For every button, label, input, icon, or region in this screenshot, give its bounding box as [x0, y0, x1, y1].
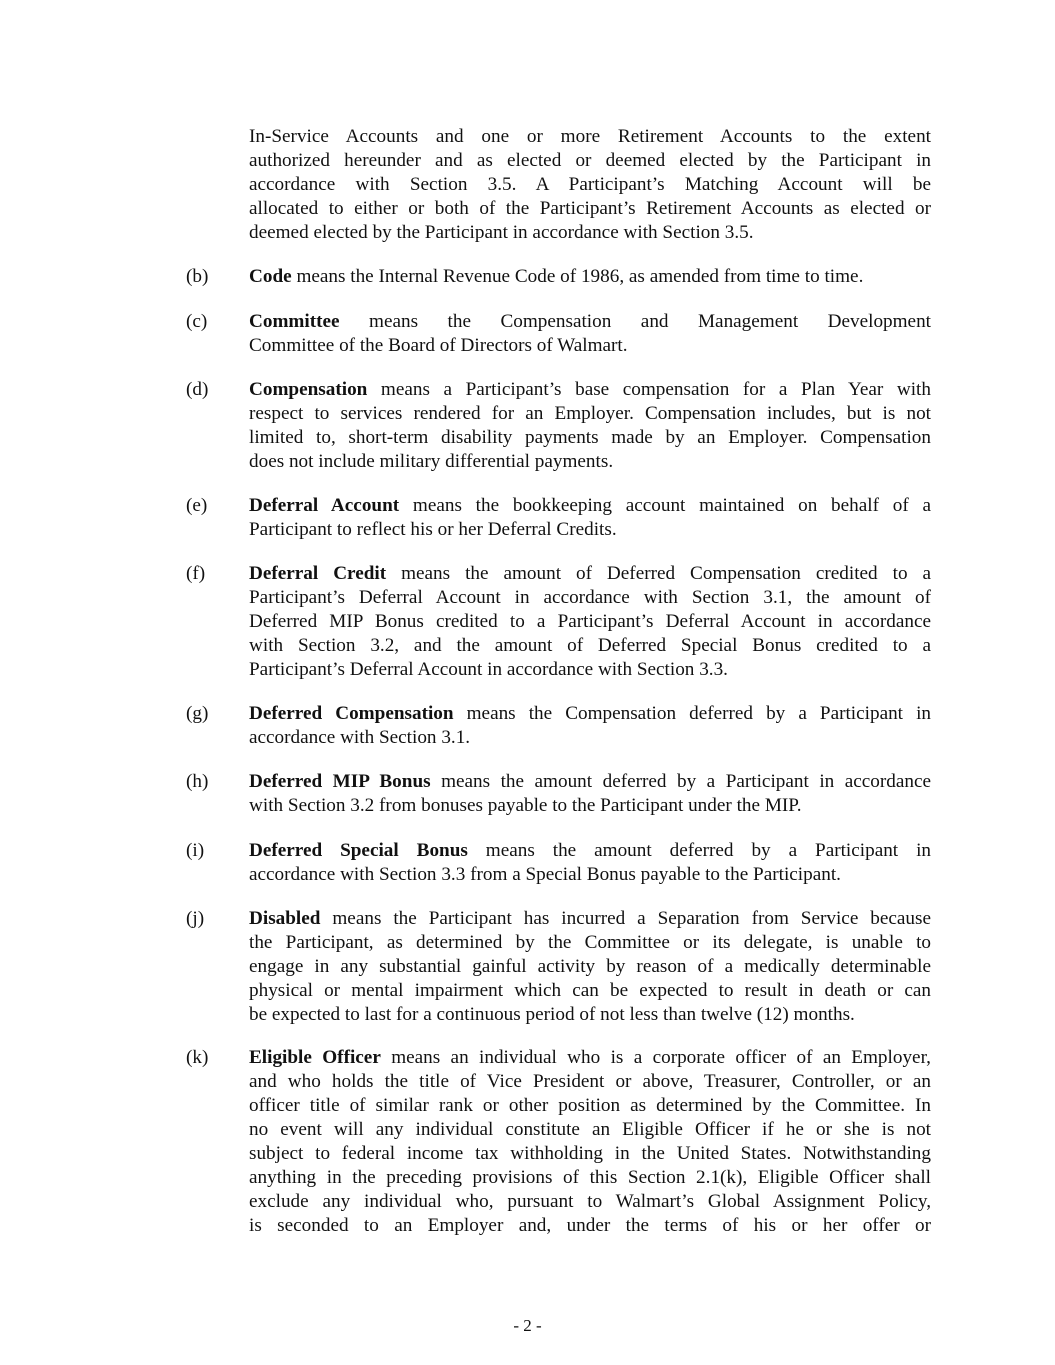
text-line: officer title of similar rank or other position as determined by the Committee. In: [249, 1095, 931, 1116]
text-line: anything in the preceding provisions of this Section 2.1(k), Eligible Officer shall: [249, 1167, 931, 1188]
definition-deferral-credit: [249, 562, 931, 682]
continuation-paragraph: [249, 125, 931, 245]
defined-term: Deferred MIP Bonus: [249, 771, 431, 792]
text-line: Participant to reflect his or her Deferral Credits.: [249, 519, 617, 540]
definition-disabled: [249, 907, 931, 1027]
text-line: does not include military differential payments.: [249, 451, 614, 472]
defined-term: Code: [249, 266, 292, 287]
text-line: accordance with Section 3.5. A Participant’s Matching Account will be: [249, 174, 931, 195]
text-line: means the Participant has incurred a Separation from Service because: [320, 908, 931, 929]
text-line: be expected to last for a continuous period of not less than twelve (12) months.: [249, 1004, 855, 1025]
definition-label-d: (d): [186, 379, 209, 400]
text-line: allocated to either or both of the Participant’s Retirement Accounts as elected or: [249, 198, 931, 219]
definition-label-c: (c): [186, 311, 208, 332]
definition-label-k: (k): [186, 1047, 209, 1068]
defined-term: Compensation: [249, 379, 368, 400]
defined-term: Eligible Officer: [249, 1047, 381, 1068]
text-line: Participant’s Deferral Account in accordance with Section 3.3.: [249, 659, 728, 680]
definition-label-g: (g): [186, 703, 209, 724]
defined-term: Committee: [249, 311, 340, 332]
text-line: means the Internal Revenue Code of 1986, as amended from time to time.: [291, 266, 864, 287]
text-line: Committee of the Board of Directors of Walmart.: [249, 335, 628, 356]
text-line: with Section 3.2, and the amount of Deferred Special Bonus credited to a: [249, 635, 931, 656]
text-line: means the Compensation and Management Development: [339, 311, 931, 332]
text-line: physical or mental impairment which can be expected to result in death or can: [249, 980, 931, 1001]
text-line: no event will any individual constitute an Eligible Officer if he or she is not: [249, 1119, 931, 1140]
text-line: accordance with Section 3.3 from a Special Bonus payable to the Participant.: [249, 864, 841, 885]
definition-deferred-compensation: [249, 702, 931, 750]
text-line: Deferred MIP Bonus credited to a Participant’s Deferral Account in accordance: [249, 611, 931, 632]
text-line: means the amount deferred by a Participant in: [467, 840, 932, 861]
text-line: means the amount of Deferred Compensation credited to a: [386, 563, 932, 584]
text-line: engage in any substantial gainful activity by reason of a medically determinable: [249, 956, 931, 977]
text-line: means the bookkeeping account maintained on behalf of a: [399, 495, 931, 516]
text-line: and who holds the title of Vice President or above, Treasurer, Controller, or an: [249, 1071, 931, 1092]
text-line: subject to federal income tax withholding in the United States. Notwithstanding: [249, 1143, 931, 1164]
definition-label-e: (e): [186, 495, 208, 516]
text-line: the Participant, as determined by the Committee or its delegate, is unable to: [249, 932, 931, 953]
text-line: with Section 3.2 from bonuses payable to the Participant under the MIP.: [249, 795, 802, 816]
definition-code: [249, 265, 931, 289]
text-line: means an individual who is a corporate officer of an Employer,: [380, 1047, 931, 1068]
definition-label-b: (b): [186, 266, 209, 287]
defined-term: Disabled: [249, 908, 321, 929]
text-line: limited to, short-term disability payments made by an Employer. Compensation: [249, 427, 931, 448]
text-line: authorized hereunder and as elected or deemed elected by the Participant in: [249, 150, 931, 171]
text-line: Participant’s Deferral Account in accordance with Section 3.1, the amount of: [249, 587, 931, 608]
text-line: deemed elected by the Participant in accordance with Section 3.5.: [249, 222, 754, 243]
text-line: In-Service Accounts and one or more Retirement Accounts to the extent: [249, 126, 931, 147]
definition-deferral-account: [249, 494, 931, 542]
definition-label-f: (f): [186, 563, 206, 584]
definition-eligible-officer: [249, 1046, 931, 1238]
defined-term: Deferred Special Bonus: [249, 840, 468, 861]
defined-term: Deferral Credit: [249, 563, 387, 584]
defined-term: Deferral Account: [249, 495, 400, 516]
defined-term: Deferred Compensation: [249, 703, 454, 724]
text-line: exclude any individual who, pursuant to Walmart’s Global Assignment Policy,: [249, 1191, 931, 1212]
definition-label-i: (i): [186, 840, 205, 861]
definition-label-h: (h): [186, 771, 209, 792]
definition-label-j: (j): [186, 908, 205, 929]
page-number: - 2 -: [513, 1316, 542, 1335]
text-line: accordance with Section 3.1.: [249, 727, 471, 748]
definition-deferred-special-bonus: [249, 839, 931, 887]
definition-deferred-mip-bonus: [249, 770, 931, 818]
definition-committee: [249, 310, 931, 358]
definition-compensation: [249, 378, 931, 474]
text-line: means the Compensation deferred by a Participant in: [453, 703, 932, 724]
text-line: means a Participant’s base compensation for a Plan Year with: [367, 379, 931, 400]
text-line: means the amount deferred by a Participant in accordance: [430, 771, 932, 792]
text-line: respect to services rendered for an Employer. Compensation includes, but is not: [249, 403, 931, 424]
text-line: is seconded to an Employer and, under the terms of his or her offer or: [249, 1215, 931, 1236]
